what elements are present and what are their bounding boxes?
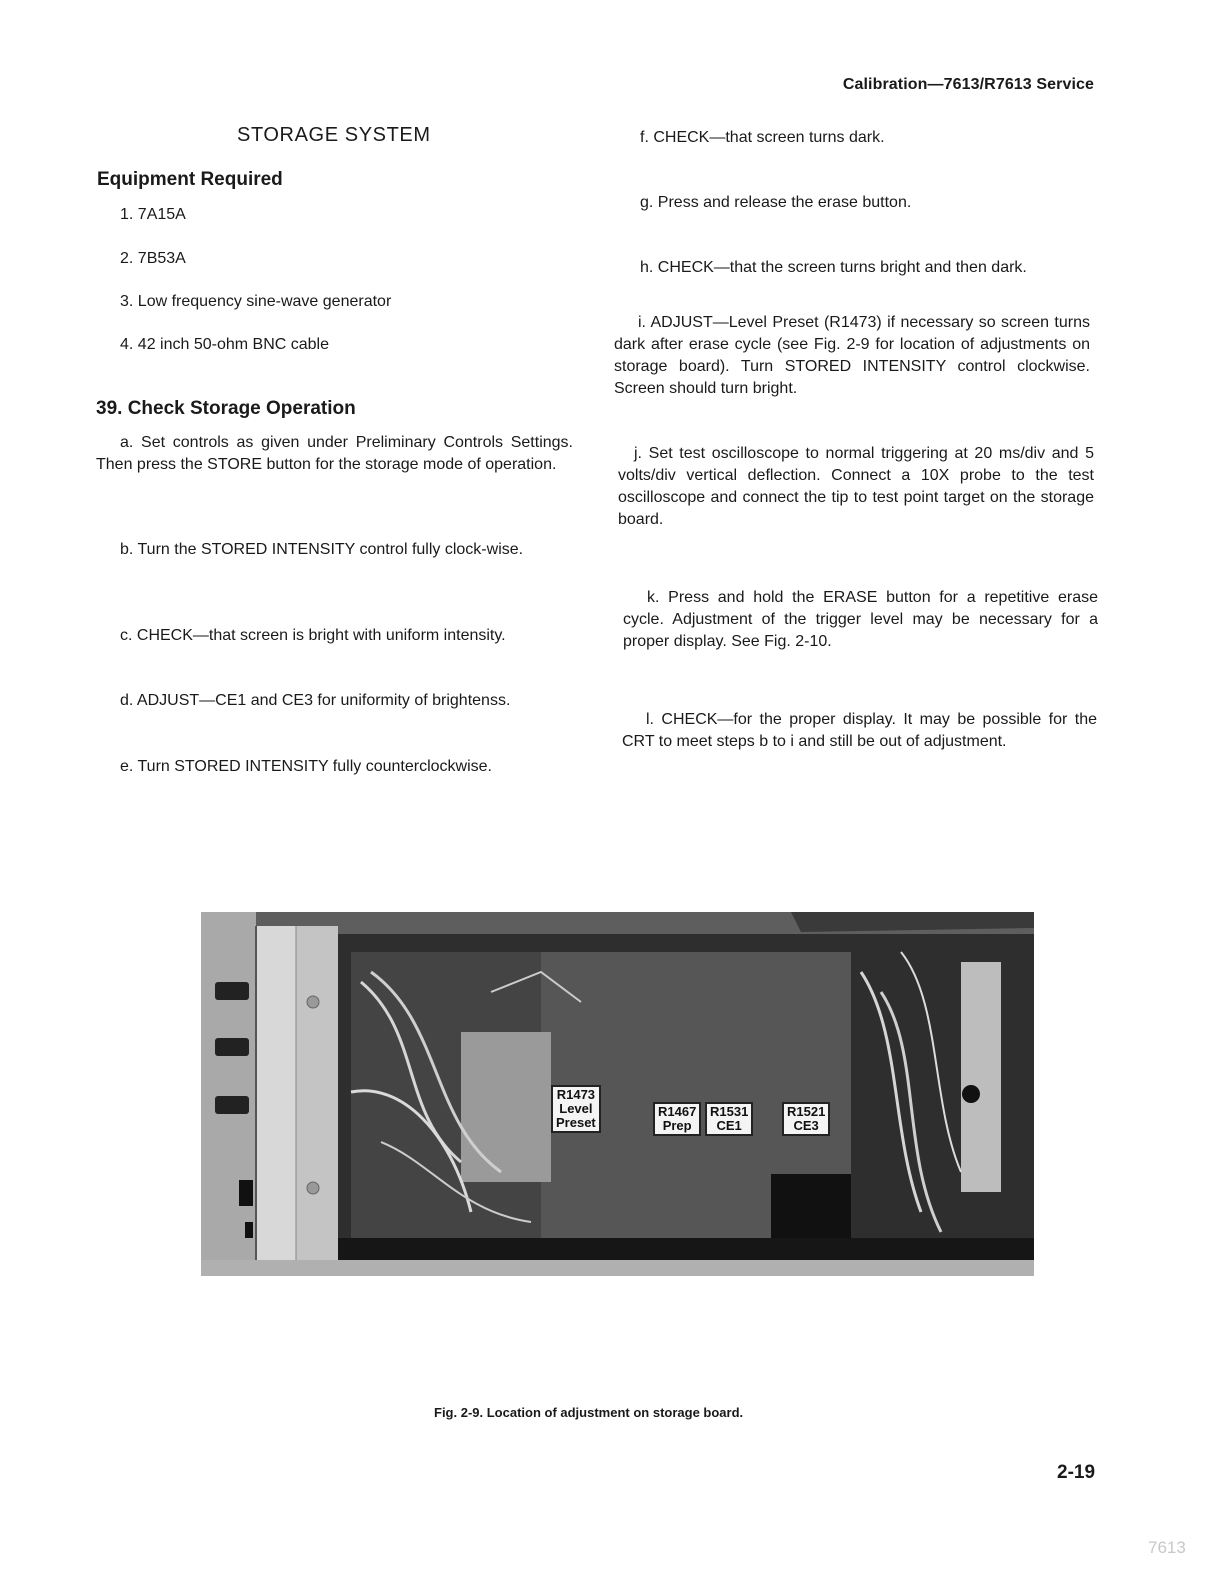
label-r1473-level-preset (551, 1085, 601, 1133)
equipment-item: 2. 7B53A (120, 250, 186, 267)
label-line: Preset (556, 1115, 596, 1130)
label-r1467-prep (653, 1102, 701, 1136)
label-ref: R1467 (658, 1104, 697, 1119)
step-i: i. ADJUST—Level Preset (R1473) if necessary so screen turns dark after erase cycle (see Fig. 2-9 for location of adjustments on storage board). Turn STORED INTENSITY control clockwise. Screen should turn bright. (614, 314, 1090, 397)
equipment-item: 4. 42 inch 50-ohm BNC cable (120, 336, 329, 353)
label-ref: R1473 (556, 1087, 596, 1102)
section-title: STORAGE SYSTEM (237, 124, 431, 146)
label-line: CE3 (793, 1118, 819, 1133)
figure-caption: Fig. 2-9. Location of adjustment on storage board. (434, 1405, 744, 1420)
step-c: c. CHECK—that screen is bright with uniform intensity. (120, 627, 506, 644)
label-line: CE1 (716, 1118, 742, 1133)
running-header: Calibration—7613/R7613 Service (842, 76, 1094, 93)
label-line: Prep (662, 1118, 692, 1133)
storage-board-photo (201, 912, 1034, 1276)
label-ref: R1531 (710, 1104, 749, 1119)
label-ref: R1521 (787, 1104, 826, 1119)
step-h: h. CHECK—that the screen turns bright and then dark. (640, 259, 1027, 276)
step-e: e. Turn STORED INTENSITY fully counterclockwise. (120, 758, 492, 775)
step-k: k. Press and hold the ERASE button for a repetitive erase cycle. Adjustment of the trigger level may be necessary for a proper display. See Fig. 2-10. (623, 589, 1098, 650)
equipment-item: 3. Low frequency sine-wave generator (120, 293, 392, 310)
step-a: a. Set controls as given under Preliminary Controls Settings. Then press the STORE button for the storage mode of operation. (96, 434, 573, 473)
page-number: 2-19 (1057, 1462, 1096, 1483)
label-line: Level (559, 1101, 593, 1116)
equipment-item: 1. 7A15A (120, 206, 186, 223)
step-l: l. CHECK—for the proper display. It may be possible for the CRT to meet steps b to i and still be out of adjustment. (622, 711, 1097, 750)
step-g: g. Press and release the erase button. (640, 194, 912, 211)
step-heading: 39. Check Storage Operation (96, 398, 356, 419)
step-f: f. CHECK—that screen turns dark. (640, 129, 885, 146)
step-j: j. Set test oscilloscope to normal triggering at 20 ms/div and 5 volts/div vertical deflection. Connect a 10X probe to the test oscilloscope and connect the tip to test point target on the storage board. (618, 445, 1094, 528)
step-b: b. Turn the STORED INTENSITY control fully clock-wise. (120, 541, 524, 558)
step-d: d. ADJUST—CE1 and CE3 for uniformity of brightenss. (120, 692, 511, 709)
label-r1531-ce1 (705, 1102, 753, 1136)
label-r1521-ce3 (782, 1102, 830, 1136)
equipment-heading: Equipment Required (97, 169, 283, 190)
storage-board-illustration (201, 912, 1034, 1276)
watermark: 7613 (1148, 1538, 1186, 1557)
